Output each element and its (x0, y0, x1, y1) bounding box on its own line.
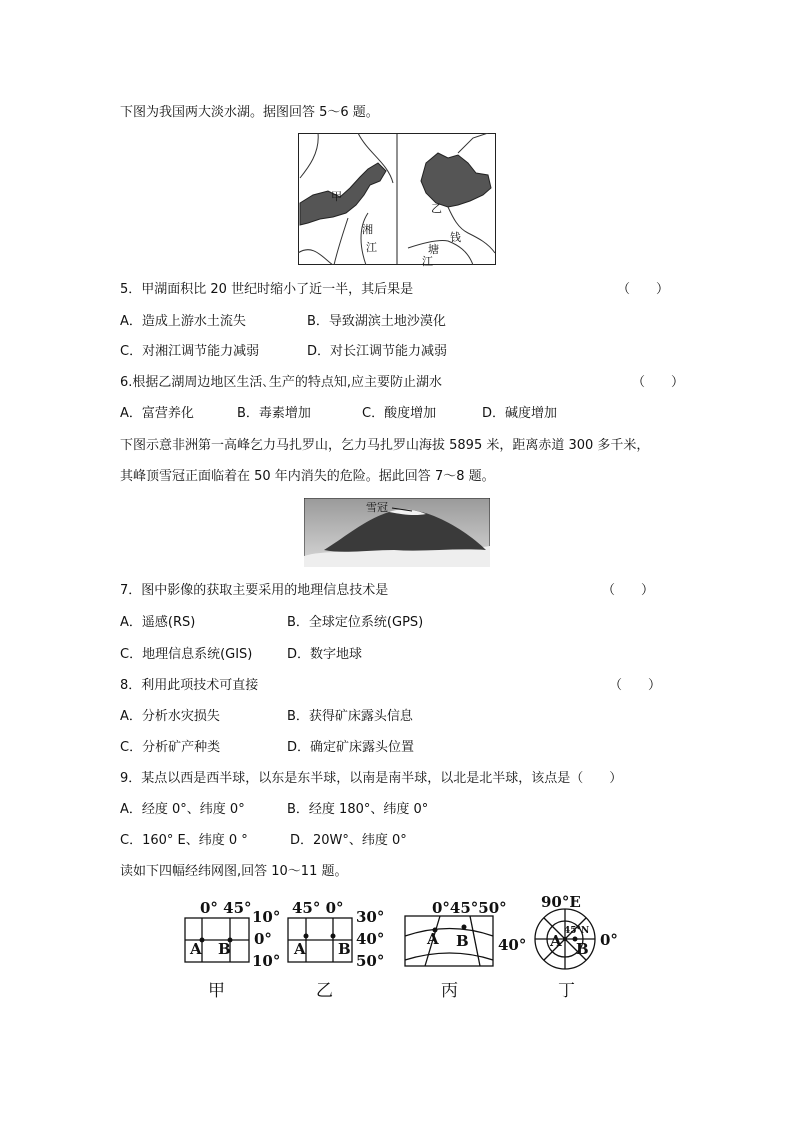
q6-option-d: D．碱度增加 (482, 406, 558, 421)
photo-label-snowcap: 雪冠 (366, 501, 388, 514)
jia-right-label-3: 10° (252, 952, 281, 970)
q6-stem: 6.根据乙湖周边地区生活､生产的特点知,应主要防止湖水 (120, 375, 443, 390)
q6-option-a: A．富营养化 (120, 406, 194, 421)
grid-bing (405, 916, 493, 966)
q6-paren: （ ） (632, 375, 685, 390)
q7-option-d: D．数字地球 (287, 647, 363, 662)
q7-option-a: A．遥感(RS) (120, 615, 196, 630)
q7-paren: （ ） (602, 583, 655, 598)
q9-stem: 9．某点以西是西半球，以东是东半球，以南是南半球，以北是北半球，该点是（ ） (120, 771, 623, 786)
yi-point-a: A (294, 940, 306, 958)
jia-top-label: 0° 45° (200, 899, 252, 917)
q6-option-c: C．酸度增加 (362, 406, 437, 421)
ding-point-b: B (576, 940, 589, 958)
q7-stem: 7．图中影像的获取主要采用的地理信息技术是 (120, 583, 389, 598)
q8-option-b: B．获得矿床露头信息 (287, 709, 413, 724)
q5-option-a: A．造成上游水土流失 (120, 314, 246, 329)
label-yi: 乙 (431, 202, 442, 215)
yi-top-label: 45° 0° (292, 899, 344, 917)
q9-option-d: D．20W°、纬度 0° (290, 833, 407, 848)
label-jia: 甲 (331, 190, 342, 203)
jia-right-label-2: 0° (254, 930, 272, 948)
q8-option-a: A．分析水灾损失 (120, 709, 220, 724)
q9-option-c: C．160° E、纬度 0 ° (120, 833, 248, 848)
yi-caption: 乙 (316, 981, 333, 1001)
bing-caption: 丙 (441, 981, 458, 1001)
bing-point-a: A (427, 930, 439, 948)
q5-option-c: C．对湘江调节能力减弱 (120, 344, 260, 359)
bing-point-b: B (456, 932, 469, 950)
ding-caption: 丁 (558, 981, 575, 1001)
label-jiang1: 江 (366, 241, 377, 254)
jia-caption: 甲 (208, 981, 225, 1001)
q7-option-c: C．地理信息系统(GIS) (120, 647, 253, 662)
q8-paren: （ ） (609, 678, 662, 693)
lake-map-figure (298, 133, 496, 268)
q9-option-a: A．经度 0°、纬度 0° (120, 802, 245, 817)
intro-grids: 读如下四幅经纬网图,回答 10～11 题。 (120, 864, 348, 879)
intro-kilimanjaro-l2: 其峰顶雪冠正面临着在 50 年内消失的危险。据此回答 7～8 题。 (120, 469, 495, 484)
q8-stem: 8．利用此项技术可直接 (120, 678, 259, 693)
kilimanjaro-photo (304, 498, 490, 567)
yi-point-b: B (338, 940, 351, 958)
q5-paren: （ ） (617, 282, 670, 297)
ding-mid-label: 45°N (564, 926, 590, 936)
q5-option-d: D．对长江调节能力减弱 (307, 344, 448, 359)
lake-map-svg (298, 133, 496, 265)
ding-point-a: A (550, 932, 562, 950)
q7-option-b: B．全球定位系统(GPS) (287, 615, 424, 630)
q5-option-b: B．导致湖滨土地沙漠化 (307, 314, 446, 329)
q8-option-d: D．确定矿床露头位置 (287, 740, 415, 755)
grid-figures (180, 893, 680, 1001)
q6-option-b: B．毒素增加 (237, 406, 311, 421)
label-qian: 钱 (450, 231, 461, 244)
q5-stem: 5．甲湖面积比 20 世纪时缩小了近一半，其后果是 (120, 282, 414, 297)
jia-point-b: B (218, 940, 231, 958)
bing-top-label: 0°45°50° (432, 899, 507, 917)
bing-right-label: 40° (498, 936, 527, 954)
yi-right-label-1: 30° (356, 908, 385, 926)
ding-top-label: 90°E (541, 893, 581, 911)
yi-right-label-3: 50° (356, 952, 385, 970)
label-jiang2: 江 (422, 255, 433, 268)
q9-option-b: B．经度 180°、纬度 0° (287, 802, 429, 817)
intro-kilimanjaro-l1: 下图示意非洲第一高峰乞力马扎罗山，乞力马扎罗山海拔 5895 米，距离赤道 300 多千米， (120, 438, 650, 453)
jia-point-a: A (190, 940, 202, 958)
label-tang: 塘 (428, 243, 439, 256)
yi-right-label-2: 40° (356, 930, 385, 948)
ding-right-label: 0° (600, 931, 618, 949)
label-xiang: 湘 (362, 223, 373, 236)
photo-svg (304, 498, 490, 567)
q8-option-c: C．分析矿产种类 (120, 740, 221, 755)
intro-lakes: 下图为我国两大淡水湖。据图回答 5～6 题。 (120, 105, 379, 120)
jia-right-label-1: 10° (252, 908, 281, 926)
